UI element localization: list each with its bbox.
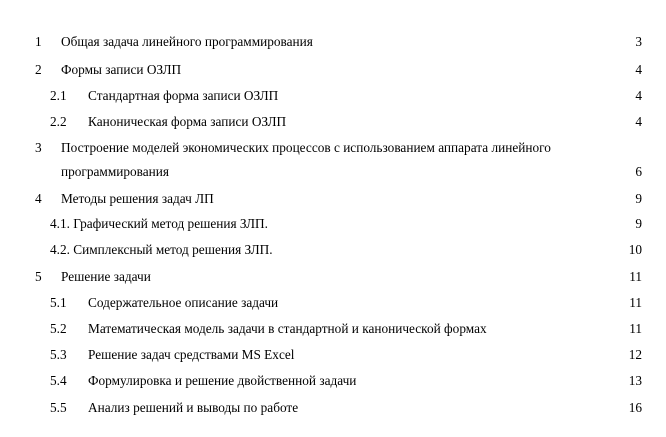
toc-entry-1[interactable] [0, 33, 666, 51]
toc-entry-page: 6 [635, 164, 642, 179]
toc-entry-number: 2.2 [50, 114, 67, 129]
toc-entry-number: 1 [35, 34, 42, 49]
toc-entry-title: Математическая модель задачи в стандартной и канонической формах [88, 321, 487, 336]
toc-entry-title-line-2: программирования [61, 164, 170, 179]
toc-entry-number: 5.3 [50, 347, 67, 362]
toc-entry-title: Анализ решений и выводы по работе [88, 400, 299, 415]
toc-entry-page: 11 [629, 295, 642, 310]
toc-entry-page: 9 [635, 191, 642, 206]
toc-entry-2-1[interactable] [0, 87, 666, 105]
toc-entry-5-3[interactable] [0, 346, 666, 364]
toc-entry-3[interactable] [0, 139, 666, 157]
toc-entry-page: 12 [628, 347, 642, 362]
toc-entry-4[interactable] [0, 190, 666, 208]
toc-entry-title: Методы решения задач ЛП [61, 191, 214, 206]
toc-entry-number: 5.5 [50, 400, 67, 415]
toc-entry-title: Формы записи ОЗЛП [61, 62, 182, 77]
toc-entry-page: 13 [628, 373, 642, 388]
toc-entry-2[interactable] [0, 61, 666, 79]
toc-entry-5-2[interactable] [0, 320, 666, 338]
toc-entry-page: 11 [629, 269, 642, 284]
toc-entry-number: 5 [35, 269, 42, 284]
toc-entry-page: 4 [635, 88, 642, 103]
toc-entry-title-line-1: Построение моделей экономических процессов с использованием аппарата линейного [61, 140, 551, 155]
toc-entry-5-4[interactable] [0, 372, 666, 390]
toc-entry-title: 4.1. Графический метод решения ЗЛП. [50, 216, 268, 231]
toc-entry-title: Решение задач средствами MS Excel [88, 347, 295, 362]
toc-entry-number: 5.4 [50, 373, 67, 388]
toc-entry-number: 5.2 [50, 321, 67, 336]
toc-entry-page: 16 [628, 400, 642, 415]
toc-entry-page: 3 [635, 34, 642, 49]
toc-entry-title: Общая задача линейного программирования [61, 34, 313, 49]
toc-entry-5-1[interactable] [0, 294, 666, 312]
toc-entry-4-1[interactable] [0, 215, 666, 233]
toc-entry-page: 9 [635, 216, 642, 231]
toc-entry-page: 4 [635, 114, 642, 129]
toc-entry-page: 4 [635, 62, 642, 77]
toc-entry-title: Каноническая форма записи ОЗЛП [88, 114, 287, 129]
toc-entry-title: 4.2. Симплексный метод решения ЗЛП. [50, 242, 273, 257]
toc-entry-page: 10 [628, 242, 642, 257]
toc-entry-number: 2 [35, 62, 42, 77]
toc-entry-number: 5.1 [50, 295, 67, 310]
toc-entry-5-5[interactable] [0, 399, 666, 417]
toc-entry-title: Решение задачи [61, 269, 151, 284]
toc-entry-number: 2.1 [50, 88, 67, 103]
toc-entry-number: 4 [35, 191, 42, 206]
toc-entry-number: 3 [35, 140, 42, 155]
toc-entry-3-continued[interactable] [0, 163, 666, 181]
toc-entry-page: 11 [629, 321, 642, 336]
toc-entry-4-2[interactable] [0, 241, 666, 259]
toc-entry-title: Формулировка и решение двойственной задачи [88, 373, 357, 388]
toc-entry-title: Содержательное описание задачи [88, 295, 279, 310]
toc-entry-5[interactable] [0, 268, 666, 286]
toc-entry-title: Стандартная форма записи ОЗЛП [88, 88, 279, 103]
toc-entry-2-2[interactable] [0, 113, 666, 131]
